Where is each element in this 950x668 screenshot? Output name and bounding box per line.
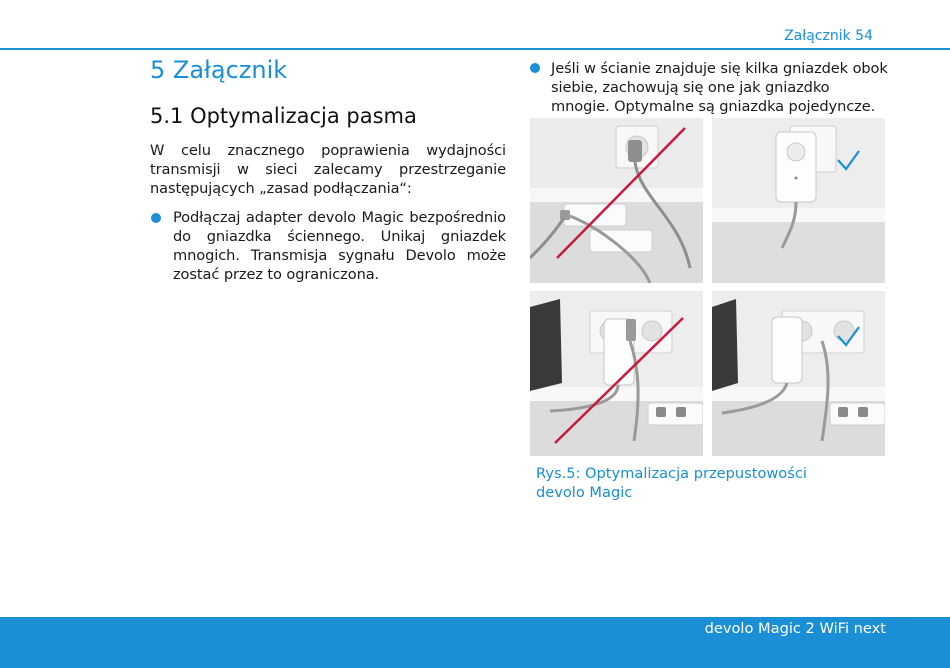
checkmark-icon [838,327,859,345]
chapter-title: 5 Załącznik [150,56,288,84]
cross-line-icon [557,128,685,258]
section-title: 5.1 Optymalizacja pasma [150,104,417,128]
running-header: Załącznik 54 [784,28,873,44]
figure-caption: Rys.5: Optymalizacja przepustowości devolo Magic [536,465,807,501]
bullet-text-multiple-sockets: Jeśli w ścianie znajduje się kilka gniazdek obok siebie, zachowują się one jak gniazdko mnogie. Optymalne są gniazdka pojedyncze. [551,60,888,115]
cross-line-icon [555,318,683,443]
checkmark-icon [838,151,859,169]
footer-product-name: devolo Magic 2 WiFi next [704,620,886,637]
bullet-text-direct-socket: Podłączaj adapter devolo Magic bezpośrednio do gniazdka ściennego. Unikaj gniazdek mnogich. Transmisja sygnału Devolo może zostać przez to ograniczona. [173,209,506,283]
intro-paragraph: W celu znacznego poprawienia wydajności transmisji w sieci zalecamy przestrzeganie następujących „zasad podłączania“: [150,142,506,197]
